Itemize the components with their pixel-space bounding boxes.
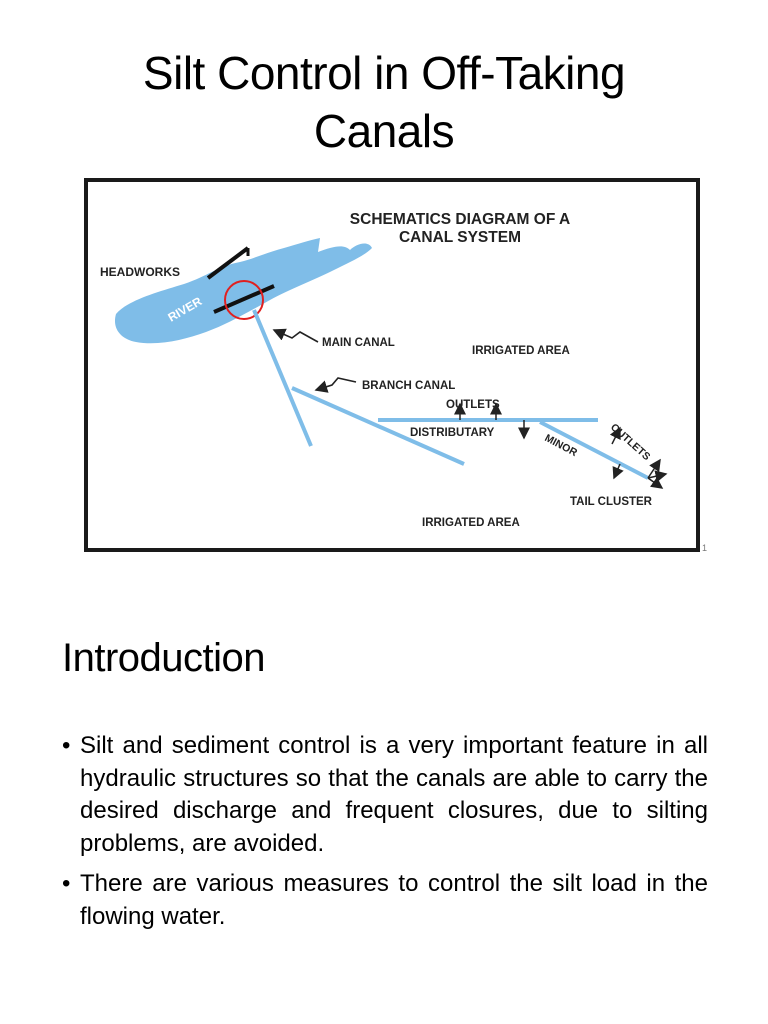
main-canal-line [254, 310, 311, 446]
slide-2 [0, 600, 768, 1024]
diagram-svg [88, 182, 696, 548]
tail-arrow-3 [648, 478, 662, 488]
irrigated-area-bottom-label: IRRIGATED AREA [422, 517, 520, 529]
branch-canal-line [292, 388, 464, 464]
irrigated-area-top-label: IRRIGATED AREA [472, 345, 570, 357]
minor-outlet-arrow-2 [614, 464, 620, 478]
title-line-1: Silt Control in Off-Taking [142, 47, 626, 99]
branch-canal-label: BRANCH CANAL [362, 380, 456, 392]
slide-title [0, 44, 768, 160]
distributary-label: DISTRIBUTARY [410, 427, 495, 439]
main-canal-pointer [274, 330, 318, 342]
canal-system-diagram [84, 178, 700, 552]
bullet-text: There are various measures to control the silt load in the flowing water. [80, 870, 708, 930]
branch-canal-pointer [316, 378, 356, 390]
headworks-label: HEADWORKS [100, 265, 180, 279]
bullet-point: • [62, 870, 71, 897]
outlets-top-label: OUTLETS [446, 399, 500, 411]
bullet-list [62, 730, 708, 941]
bullet-text: Silt and sediment control is a very important feature in all hydraulic structures so that the canals are able to carry the desired discharge and frequent closures, due to silting problems, are avoided. [80, 732, 708, 857]
slide-number: 1 [702, 543, 708, 553]
diagram-heading-line-1: SCHEMATICS DIAGRAM OF A [349, 211, 571, 228]
minor-label: MINOR [542, 432, 580, 460]
main-canal-label: MAIN CANAL [322, 337, 395, 349]
title-line-2: Canals [313, 105, 455, 157]
section-heading: Introduction [62, 636, 266, 680]
bullet-point: • [62, 732, 71, 759]
list-item [62, 868, 708, 933]
outlets-right-label: OUTLETS [607, 421, 653, 464]
list-item [62, 730, 708, 860]
tail-cluster-label: TAIL CLUSTER [570, 496, 652, 508]
diagram-heading-line-2: CANAL SYSTEM [398, 229, 522, 246]
river-label: RIVER [165, 294, 205, 325]
